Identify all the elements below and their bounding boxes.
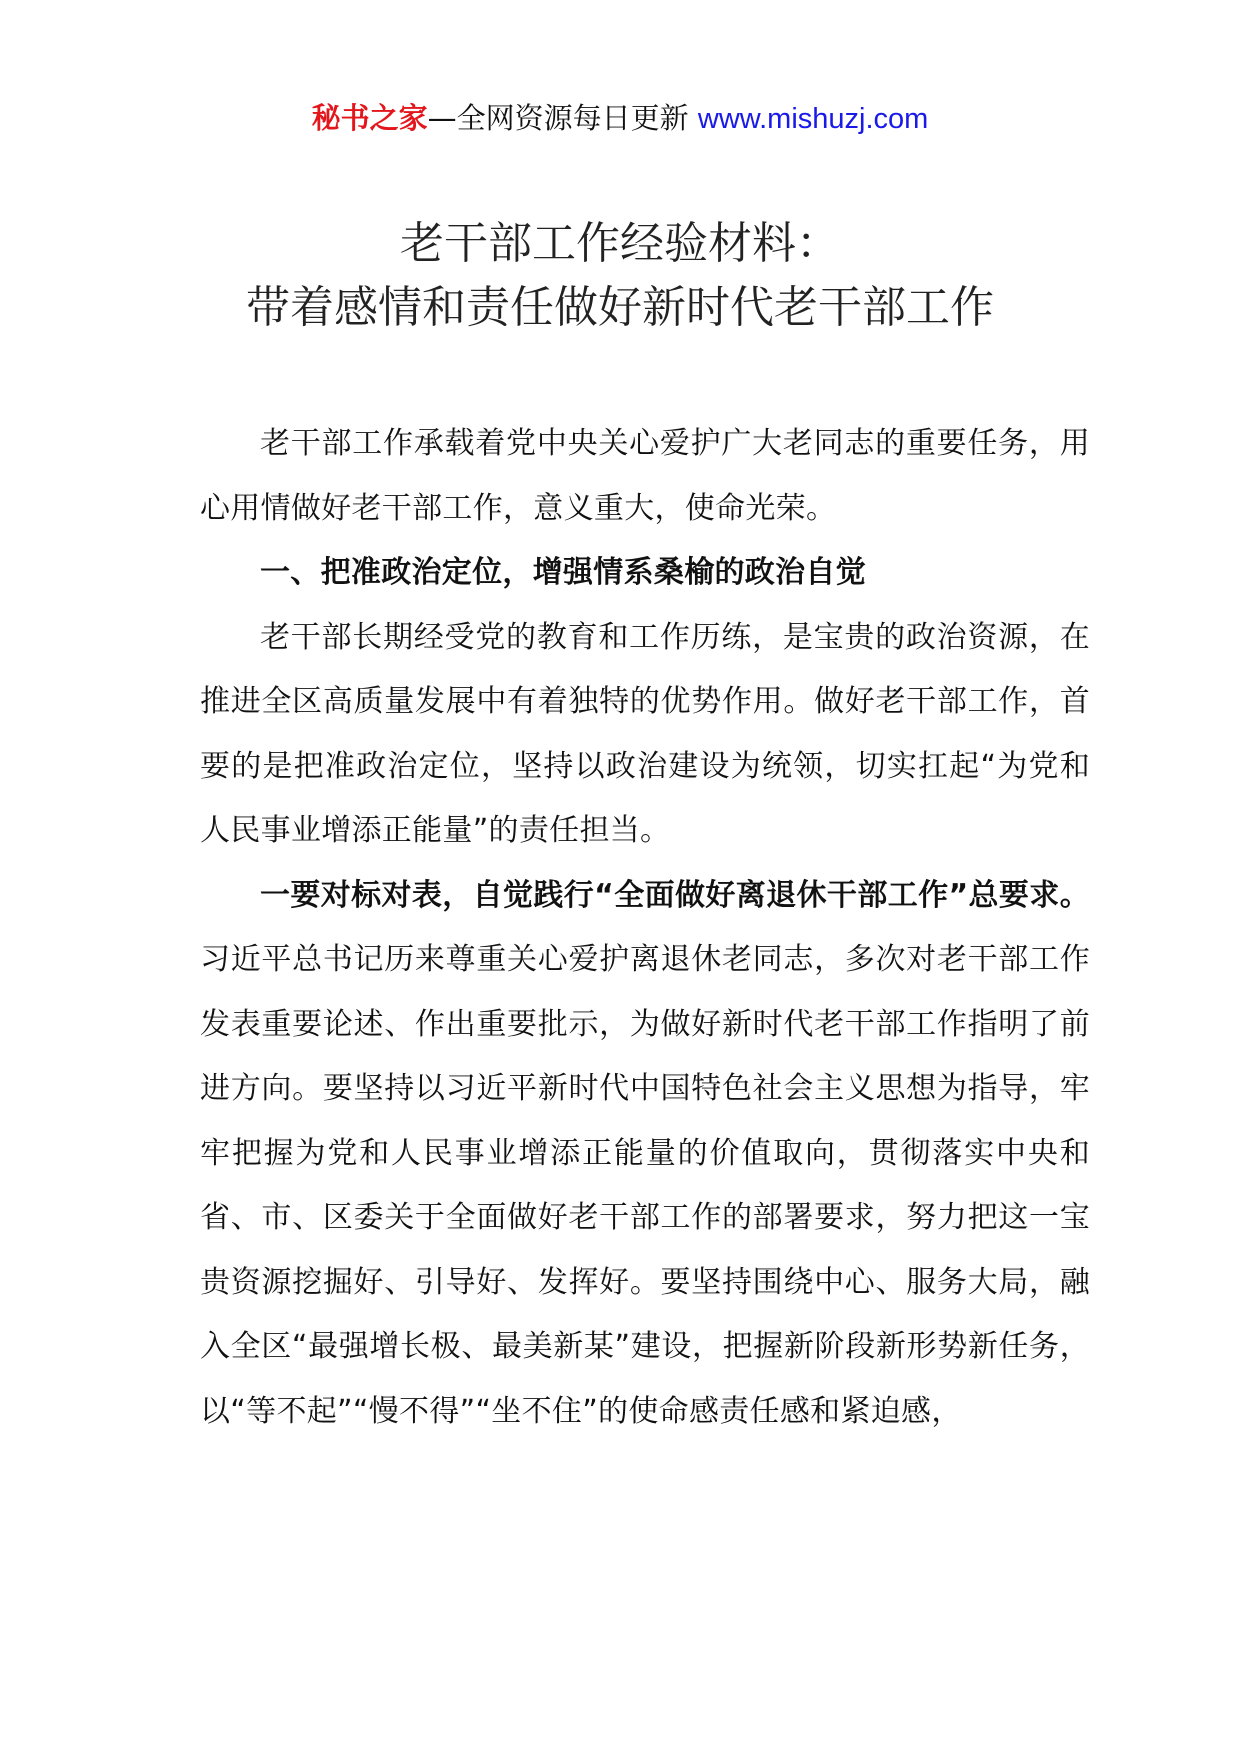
site-slogan: —全网资源每日更新 (427, 101, 698, 135)
document-body (200, 412, 1090, 1444)
point-1-paragraph (200, 864, 1090, 1445)
section-1-paragraph: 老干部长期经受党的教育和工作历练，是宝贵的政治资源，在推进全区高质量发展中有着独特的优势作用。做好老干部工作，首要的是把准政治定位，坚持以政治建设为统领，切实扛起“为党和人民事业增添正能量”的责任担当。 (200, 619, 1090, 848)
title-line-1: 老干部工作经验材料： (400, 218, 840, 269)
point-1-body: 习近平总书记历来尊重关心爱护离退休老同志，多次对老干部工作发表重要论述、作出重要批示，为做好新时代老干部工作指明了前进方向。要坚持以习近平新时代中国特色社会主义思想为指导，牢牢把握为党和人民事业增添正能量的价值取向，贯彻落实中央和省、市、区委关于全面做好老干部工作的部署要求，努力把这一宝贵资源挖掘好、引导好、发挥好。要坚持围绕中心、服务大局，融入全区“最强增长极、最美新某”建设，把握新阶段新形势新任务，以“等不起”“慢不得”“坐不住”的使命感责任感和紧迫感， (200, 942, 1090, 1429)
site-url-link[interactable]: www.mishuzj.com (697, 103, 929, 135)
document-title (0, 212, 1240, 340)
section-1-heading: 一、把准政治定位，增强情系桑榆的政治自觉 (260, 555, 866, 590)
site-header (0, 98, 1240, 139)
point-1-lead: 一要对标对表，自觉践行“全面做好离退休干部工作”总要求。 (260, 877, 1090, 913)
intro-paragraph: 老干部工作承载着党中央关心爱护广大老同志的重要任务，用心用情做好老干部工作，意义重大，使命光荣。 (200, 426, 1090, 526)
brand-name: 秘书之家 (311, 101, 428, 135)
title-line-2: 带着感情和责任做好新时代老干部工作 (246, 282, 994, 333)
